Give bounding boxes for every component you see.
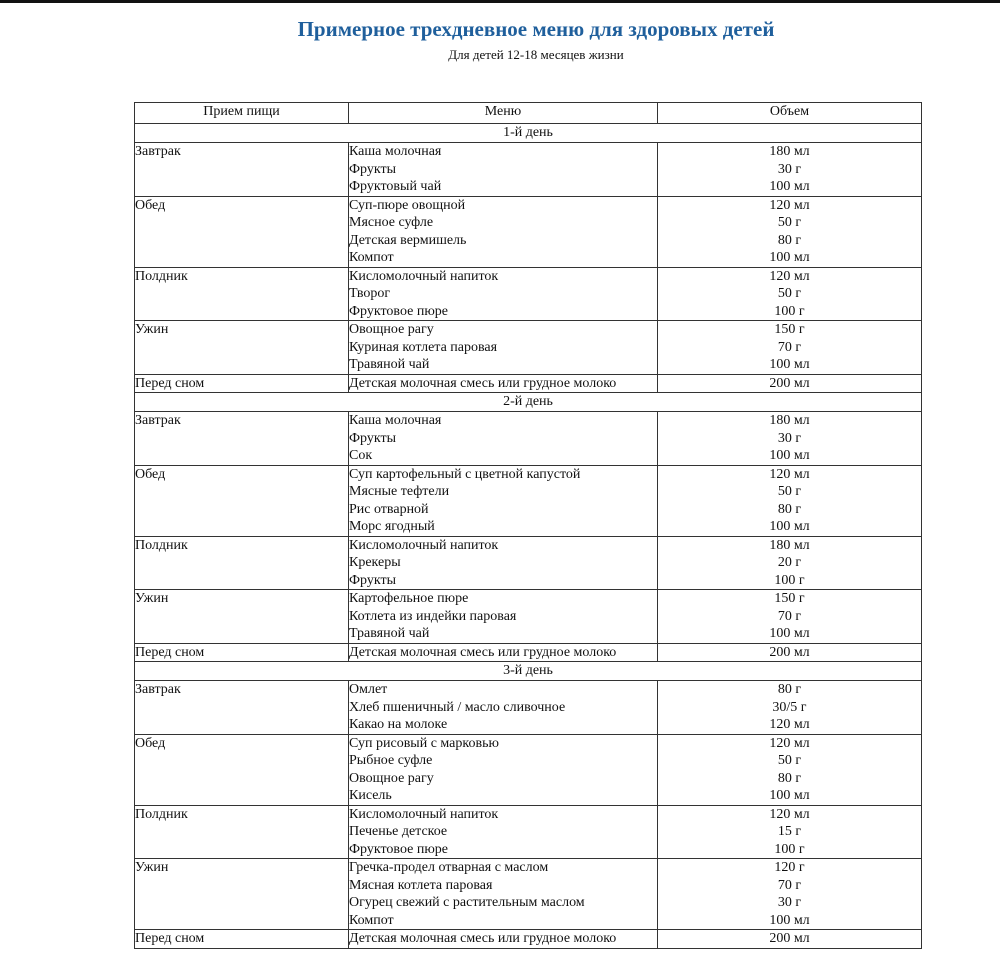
amount-item: 120 мл <box>769 717 810 732</box>
amount-item: 120 мл <box>769 197 810 213</box>
meal-row <box>135 643 922 662</box>
amount-item: 50 г <box>777 286 802 301</box>
dish-list <box>349 465 658 536</box>
amount-list <box>658 643 922 662</box>
amount-item: 180 мл <box>769 413 810 428</box>
dish-list <box>349 536 658 590</box>
meal-row <box>135 536 922 590</box>
amount-list <box>658 412 922 466</box>
top-border-line <box>0 0 1000 3</box>
page-title: Примерное трехдневное меню для здоровых детей <box>297 17 775 41</box>
dish-item: Фрукты <box>349 572 397 588</box>
meal-name: Перед сном <box>135 643 349 662</box>
meal-name: Обед <box>135 196 349 267</box>
amount-item: 50 г <box>777 484 802 499</box>
dish-item: Фруктовый чай <box>349 179 442 194</box>
dish-item: Кисломолочный напиток <box>349 268 499 284</box>
amount-item: 180 мл <box>769 144 810 159</box>
amount-item: 120 мл <box>769 466 810 482</box>
dish-list <box>349 267 658 321</box>
amount-item: 100 мл <box>769 912 810 928</box>
dish-item: Сок <box>349 448 373 463</box>
meal-row <box>135 734 922 805</box>
amount-list <box>658 196 922 267</box>
meal-row <box>135 805 922 859</box>
meal-row <box>135 412 922 466</box>
amount-item: 80 г <box>777 232 802 248</box>
dish-item: Овощное рагу <box>349 322 434 337</box>
day-label: 2-й день <box>135 393 922 412</box>
amount-list <box>658 805 922 859</box>
amount-list <box>658 267 922 321</box>
day-header-row <box>135 662 922 681</box>
amount-list <box>658 859 922 930</box>
meal-name: Обед <box>135 734 349 805</box>
amount-item: 200 мл <box>769 931 810 946</box>
dish-item: Детская молочная смесь или грудное молоко <box>349 375 617 391</box>
menu-table <box>134 102 922 949</box>
dish-item: Компот <box>349 250 394 265</box>
amount-item: 200 мл <box>769 375 810 391</box>
meal-name: Завтрак <box>135 681 349 735</box>
amount-item: 200 мл <box>769 644 810 660</box>
dish-item: Рыбное суфле <box>349 753 433 768</box>
dish-item: Травяной чай <box>349 357 430 372</box>
dish-item: Травяной чай <box>349 626 430 641</box>
dish-item: Детская молочная смесь или грудное молоко <box>349 644 617 660</box>
day-label: 3-й день <box>135 662 922 681</box>
amount-item: 70 г <box>777 339 802 355</box>
dish-item: Фруктовое пюре <box>349 841 448 857</box>
meal-row <box>135 590 922 644</box>
dish-item: Кисель <box>349 788 392 803</box>
meal-name: Полдник <box>135 536 349 590</box>
dish-list <box>349 805 658 859</box>
meal-name: Полдник <box>135 805 349 859</box>
amount-item: 120 мл <box>769 735 810 751</box>
page-subtitle: Для детей 12-18 месяцев жизни <box>448 47 624 62</box>
amount-item: 30 г <box>777 895 802 910</box>
header-meal: Прием пищи <box>135 103 349 124</box>
meal-name: Перед сном <box>135 374 349 393</box>
amount-item: 70 г <box>777 608 802 624</box>
amount-item: 120 г <box>774 860 805 875</box>
dish-list <box>349 930 658 949</box>
dish-item: Суп рисовый с марковью <box>349 735 499 751</box>
amount-list <box>658 681 922 735</box>
amount-item: 100 мл <box>769 448 810 463</box>
dish-item: Куриная котлета паровая <box>349 339 498 355</box>
meal-name: Полдник <box>135 267 349 321</box>
amount-item: 100 г <box>774 572 805 588</box>
amount-list <box>658 143 922 197</box>
dish-list <box>349 859 658 930</box>
amount-item: 150 г <box>774 322 805 337</box>
amount-item: 50 г <box>777 753 802 768</box>
amount-list <box>658 536 922 590</box>
header-menu: Меню <box>349 103 658 124</box>
meal-name: Ужин <box>135 590 349 644</box>
dish-list <box>349 590 658 644</box>
dish-list <box>349 321 658 375</box>
dish-item: Мясное суфле <box>349 215 434 230</box>
meal-row <box>135 465 922 536</box>
dish-item: Суп-пюре овощной <box>349 197 466 213</box>
amount-item: 120 мл <box>769 268 810 284</box>
dish-item: Фрукты <box>349 430 397 446</box>
amount-item: 30 г <box>777 430 802 446</box>
dish-item: Мясные тефтели <box>349 484 450 499</box>
dish-item: Рис отварной <box>349 501 429 517</box>
meal-row <box>135 267 922 321</box>
dish-item: Фрукты <box>349 161 397 177</box>
dish-item: Хлеб пшеничный / масло сливочное <box>349 699 566 715</box>
amount-item: 70 г <box>777 877 802 893</box>
amount-item: 80 г <box>777 770 802 786</box>
dish-item: Какао на молоке <box>349 717 448 732</box>
dish-list <box>349 681 658 735</box>
amount-item: 120 мл <box>769 806 810 822</box>
dish-item: Огурец свежий с растительным маслом <box>349 895 585 910</box>
dish-item: Крекеры <box>349 555 401 570</box>
amount-item: 100 мл <box>769 626 810 641</box>
menu-table-body <box>135 124 922 949</box>
amount-list <box>658 374 922 393</box>
amount-item: 100 мл <box>769 357 810 372</box>
amount-item: 30/5 г <box>772 699 807 715</box>
dish-item: Картофельное пюре <box>349 591 469 606</box>
amount-item: 30 г <box>777 161 802 177</box>
dish-item: Овощное рагу <box>349 770 434 786</box>
meal-name: Завтрак <box>135 412 349 466</box>
dish-list <box>349 412 658 466</box>
meal-row <box>135 143 922 197</box>
header-volume: Объем <box>658 103 922 124</box>
amount-list <box>658 465 922 536</box>
dish-item: Котлета из индейки паровая <box>349 608 517 624</box>
meal-row <box>135 859 922 930</box>
meal-row <box>135 930 922 949</box>
amount-item: 100 мл <box>769 519 810 534</box>
meal-row <box>135 374 922 393</box>
amount-list <box>658 734 922 805</box>
dish-item: Каша молочная <box>349 144 442 159</box>
amount-item: 80 г <box>777 682 802 697</box>
dish-item: Кисломолочный напиток <box>349 806 499 822</box>
dish-item: Суп картофельный с цветной капустой <box>349 466 581 482</box>
amount-item: 150 г <box>774 591 805 606</box>
dish-list <box>349 643 658 662</box>
day-header-row <box>135 393 922 412</box>
amount-item: 180 мл <box>769 537 810 553</box>
dish-item: Печенье детское <box>349 824 448 839</box>
dish-item: Мясная котлета паровая <box>349 877 493 893</box>
meal-name: Обед <box>135 465 349 536</box>
amount-item: 50 г <box>777 215 802 230</box>
dish-item: Кисломолочный напиток <box>349 537 499 553</box>
dish-item: Гречка-продел отварная с маслом <box>349 860 549 875</box>
amount-item: 100 мл <box>769 250 810 265</box>
meal-row <box>135 196 922 267</box>
dish-item: Детская вермишель <box>349 232 467 248</box>
dish-item: Детская молочная смесь или грудное молоко <box>349 931 617 946</box>
meal-name: Перед сном <box>135 930 349 949</box>
amount-list <box>658 590 922 644</box>
dish-list <box>349 196 658 267</box>
amount-item: 100 г <box>774 303 805 319</box>
amount-item: 100 мл <box>769 788 810 803</box>
dish-item: Творог <box>349 286 391 301</box>
day-header-row <box>135 124 922 143</box>
amount-item: 100 г <box>774 841 805 857</box>
dish-list <box>349 143 658 197</box>
amount-list <box>658 930 922 949</box>
amount-item: 100 мл <box>769 179 810 194</box>
meal-row <box>135 681 922 735</box>
dish-list <box>349 734 658 805</box>
dish-item: Омлет <box>349 682 388 697</box>
meal-name: Завтрак <box>135 143 349 197</box>
table-header-row <box>135 103 922 124</box>
amount-list <box>658 321 922 375</box>
dish-item: Фруктовое пюре <box>349 303 448 319</box>
dish-item: Морс ягодный <box>349 519 435 534</box>
dish-list <box>349 374 658 393</box>
dish-item: Каша молочная <box>349 413 442 428</box>
day-label: 1-й день <box>135 124 922 143</box>
amount-item: 20 г <box>777 555 802 570</box>
dish-item: Компот <box>349 912 394 928</box>
meal-name: Ужин <box>135 321 349 375</box>
amount-item: 80 г <box>777 501 802 517</box>
amount-item: 15 г <box>777 824 802 839</box>
meal-name: Ужин <box>135 859 349 930</box>
meal-row <box>135 321 922 375</box>
